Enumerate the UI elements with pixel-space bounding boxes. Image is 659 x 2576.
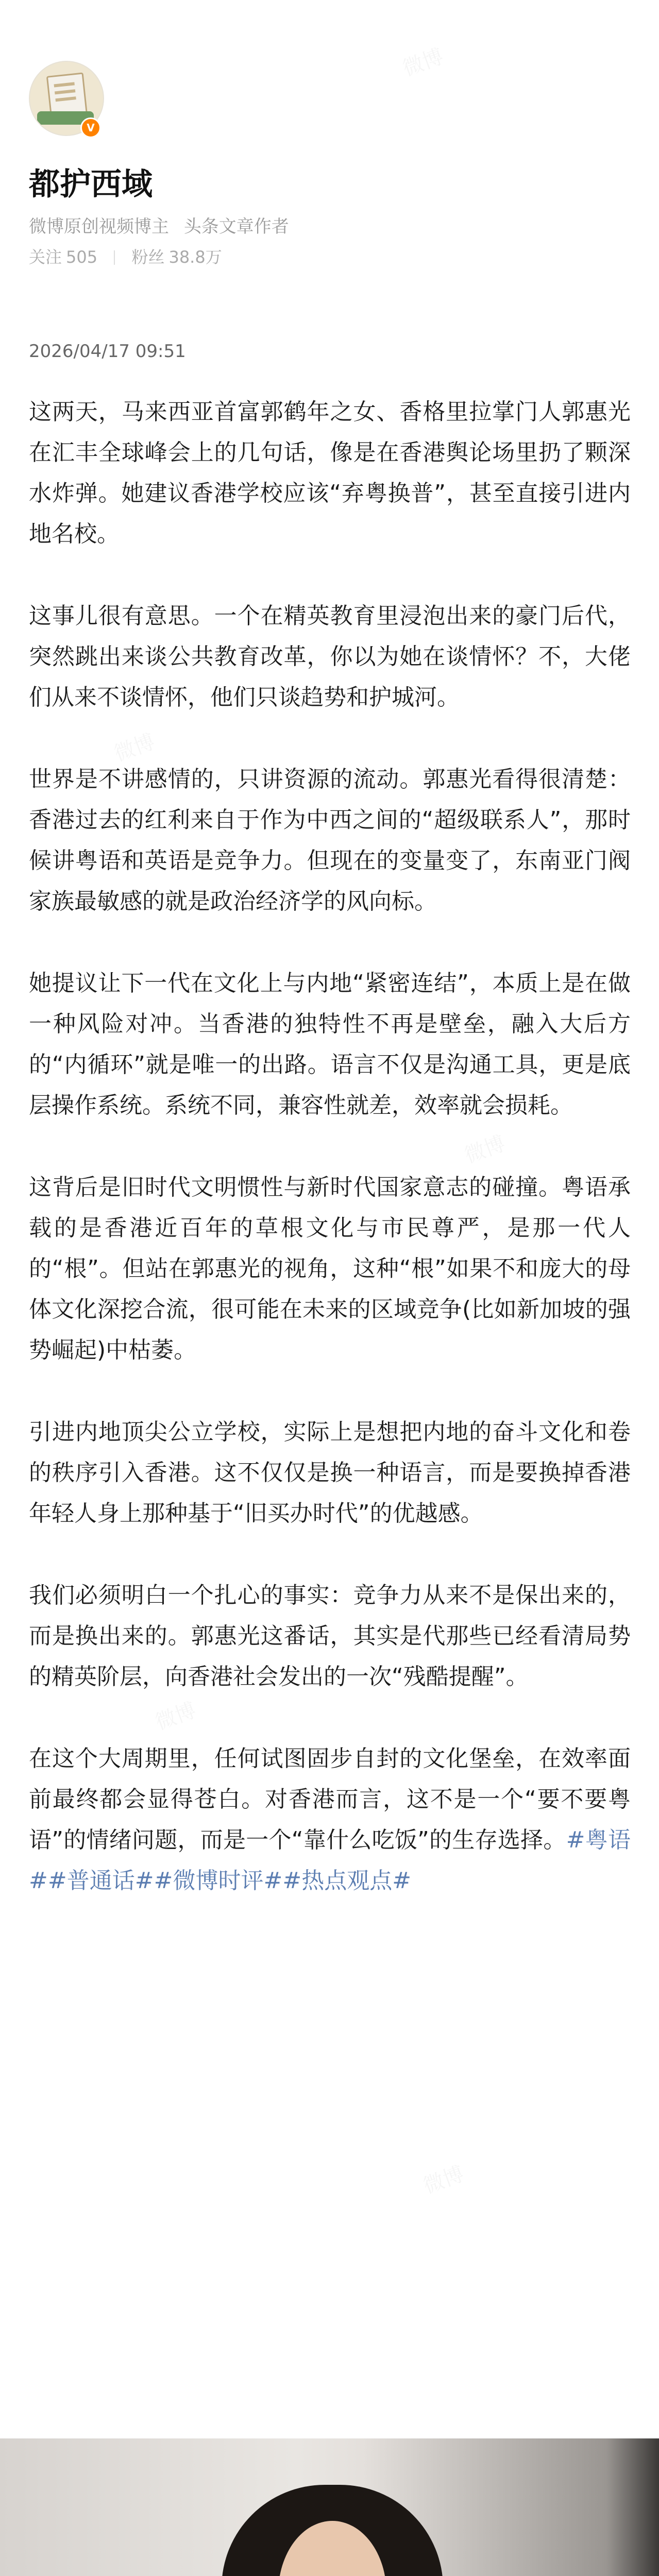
post-paragraph: 我们必须明白一个扎心的事实：竞争力从来不是保出来的，而是换出来的。郭惠光这番话，其实是代那些已经看清局势的精英阶层，向香港社会发出的一次“残酷提醒”。 [29,1582,631,1690]
post-paragraph: 世界是不讲感情的，只讲资源的流动。郭惠光看得很清楚：香港过去的红利来自于作为中西之间的“超级联系人”，那时候讲粤语和英语是竞争力。但现在的变量变了，东南亚门阀家族最敏感的就是政治经济学的风向标。 [29,766,631,914]
author-stats [29,244,222,268]
author-name[interactable]: 都护西域 [29,166,153,202]
stats-divider [114,250,115,265]
watermark [419,2158,468,2199]
fans-label: 粉丝 [131,247,165,267]
post-hashtags[interactable]: #粤语##普通话##微博时评##热点观点# [29,1827,631,1894]
author-desc-primary: 微博原创视频博主 [29,216,169,237]
post-paragraph: 这两天，马来西亚首富郭鹤年之女、香格里拉掌门人郭惠光在汇丰全球峰会上的几句话，像是在香港舆论场里扔了颗深水炸弹。她建议香港学校应该“弃粤换普”，甚至直接引进内地名校。 [29,399,631,547]
verified-badge-icon: V [80,117,101,138]
post-paragraph-last [29,1738,631,1901]
post-paragraph: 这背后是旧时代文明惯性与新时代国家意志的碰撞。粤语承载的是香港近百年的草根文化与市民尊严，是那一代人的“根”。但站在郭惠光的视角，这种“根”如果不和庞大的母体文化深挖合流，很可能在未来的区域竞争(比如新加坡的强势崛起)中枯萎。 [29,1174,631,1363]
follow-count: 505 [66,247,98,267]
post-body [29,392,631,1942]
post-paragraph: 这事儿很有意思。一个在精英教育里浸泡出来的豪门后代，突然跳出来谈公共教育改革，你以为她在谈情怀？不，大佬们从来不谈情怀，他们只谈趋势和护城河。 [29,603,631,710]
post-timestamp: 2026/04/17 09:51 [29,341,186,362]
post-paragraph: 引进内地顶尖公立学校，实际上是想把内地的奋斗文化和卷的秩序引入香港。这不仅仅是换一种语言，而是要换掉香港年轻人身上那种基于“旧买办时代”的优越感。 [29,1419,631,1527]
post-image-portrait[interactable] [0,2438,659,2576]
fans-stat[interactable] [131,247,222,267]
post-paragraph: 她提议让下一代在文化上与内地“紧密连结”，本质上是在做一种风险对冲。当香港的独特性不再是壁垒，融入大后方的“内循环”就是唯一的出路。语言不仅是沟通工具，更是底层操作系统。系统不同，兼容性就差，效率就会损耗。 [29,970,631,1118]
post-paragraph-text: 在这个大周期里，任何试图固步自封的文化堡垒，在效率面前最终都会显得苍白。对香港而言，这不是一个“要不要粤语”的情绪问题，而是一个“靠什么吃饭”的生存选择。 [29,1745,631,1853]
author-description [29,212,298,238]
follow-label: 关注 [29,247,62,267]
author-desc-secondary: 头条文章作者 [183,216,289,237]
follow-stat[interactable] [29,247,103,267]
fans-count: 38.8万 [168,247,222,267]
